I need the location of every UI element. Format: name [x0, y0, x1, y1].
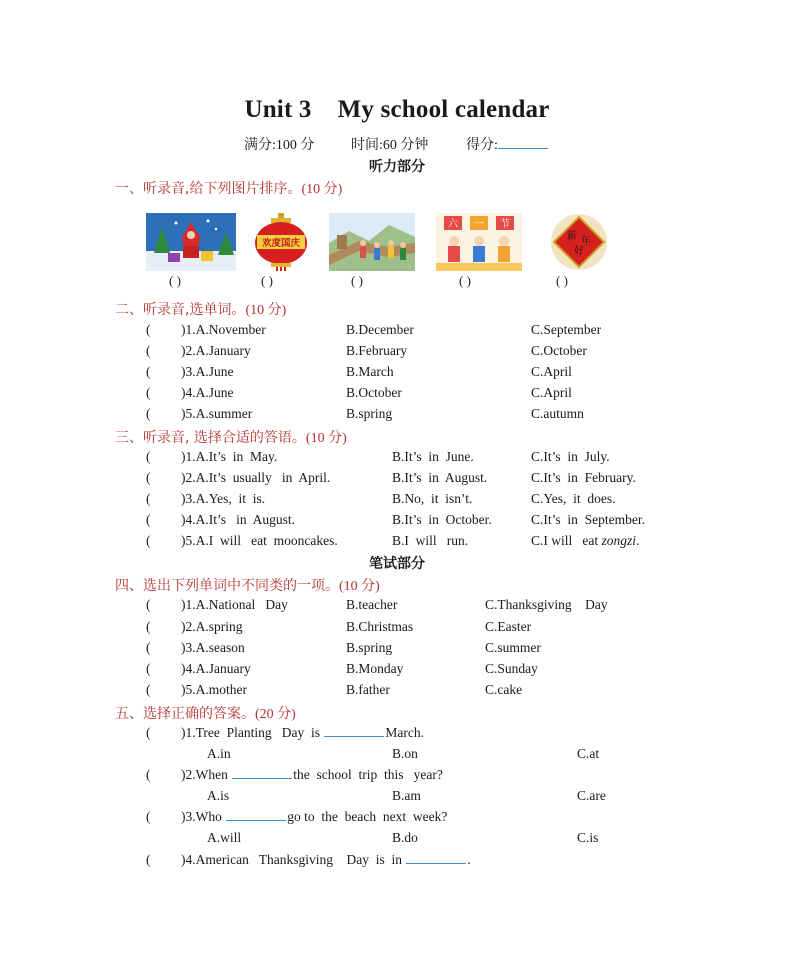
answer-blank[interactable]: ( — [146, 385, 151, 400]
page-title: Unit 3 My school calendar — [244, 96, 550, 123]
answer-blank[interactable]: ( — [146, 406, 151, 421]
answer-blank[interactable]: ( — [146, 661, 151, 676]
picture3-answer-blank[interactable]: ( ) — [351, 273, 363, 288]
writing-part-heading: 笔试部分 — [369, 556, 425, 572]
option-b: B.It’s in June. — [392, 449, 474, 464]
question-number: )1.A.It’s in May. — [181, 449, 278, 464]
option-c: C.October — [531, 343, 587, 358]
score-field[interactable]: 得分: — [466, 134, 548, 154]
option-a: A.in — [207, 746, 231, 761]
option-c: C.It’s in September. — [531, 512, 645, 527]
question-text: )4.American Thanksgiving Day is in . — [181, 852, 471, 867]
option-c: C.are — [577, 788, 606, 803]
great-wall-trip-icon — [329, 213, 415, 271]
question-text: )2.When the school trip this year? — [181, 767, 443, 782]
answer-blank[interactable]: ( — [146, 619, 151, 634]
question-number: )3.A.season — [181, 640, 245, 655]
option-c: C.It’s in February. — [531, 470, 636, 485]
option-b: B.March — [346, 364, 394, 379]
question-number: )3.A.June — [181, 364, 234, 379]
question-number: )4.A.June — [181, 385, 234, 400]
national-day-lantern-icon — [251, 213, 311, 271]
answer-blank[interactable]: ( — [146, 470, 151, 485]
svg-text:欢度国庆: 欢度国庆 — [261, 238, 301, 249]
fill-blank[interactable] — [406, 852, 466, 864]
svg-text:一: 一 — [474, 219, 484, 230]
answer-blank[interactable]: ( — [146, 533, 151, 548]
section4-heading: 四、选出下列单词中不同类的一项。(10 分) — [115, 578, 380, 594]
option-b: B.Monday — [346, 661, 404, 676]
question-number: )4.A.January — [181, 661, 251, 676]
option-b: B.on — [392, 746, 418, 761]
option-b: B.do — [392, 830, 418, 845]
svg-text:六: 六 — [448, 219, 458, 230]
option-b: B.spring — [346, 406, 393, 421]
section5-heading: 五、选择正确的答案。(20 分) — [115, 706, 296, 722]
question-number: )3.A.Yes, it is. — [181, 491, 266, 506]
picture2-answer-blank[interactable]: ( ) — [261, 273, 273, 288]
answer-blank[interactable]: ( — [146, 682, 151, 697]
new-year-fu-icon — [545, 213, 613, 271]
option-c: C.Thanksgiving Day — [485, 597, 608, 612]
question-number: )1.A.November — [181, 322, 266, 337]
answer-blank[interactable]: ( — [146, 809, 151, 824]
answer-blank[interactable]: ( — [146, 491, 151, 506]
question-number: )5.A.summer — [181, 406, 253, 421]
question-text: )3.Who go to the beach next week? — [181, 809, 448, 824]
question-number: )5.A.I will eat mooncakes. — [181, 533, 338, 548]
option-b: B.October — [346, 385, 402, 400]
fill-blank[interactable] — [226, 809, 286, 821]
option-b: B.February — [346, 343, 408, 358]
picture1-answer-blank[interactable]: ( ) — [169, 273, 181, 288]
option-b: B.spring — [346, 640, 393, 655]
option-a: A.will — [207, 830, 242, 845]
time-limit: 时间:60 分钟 — [351, 138, 429, 153]
option-b: B.father — [346, 682, 390, 697]
option-b: B.December — [346, 322, 414, 337]
answer-blank[interactable]: ( — [146, 725, 151, 740]
answer-blank[interactable]: ( — [146, 449, 151, 464]
question-number: )5.A.mother — [181, 682, 247, 697]
option-a: A.is — [207, 788, 230, 803]
section3-heading: 三、听录音, 选择合适的答语。(10 分) — [115, 430, 347, 446]
listening-part-heading: 听力部分 — [369, 159, 425, 175]
question-number: )2.A.It’s usually in April. — [181, 470, 331, 485]
section1-heading: 一、听录音,给下列图片排序。(10 分) — [115, 181, 343, 197]
option-c: C.Sunday — [485, 661, 538, 676]
childrens-day-icon — [436, 213, 522, 271]
answer-blank[interactable]: ( — [146, 512, 151, 527]
question-number: )2.A.spring — [181, 619, 243, 634]
answer-blank[interactable]: ( — [146, 343, 151, 358]
option-b: B.Christmas — [346, 619, 414, 634]
option-b: B.No, it isn’t. — [392, 491, 473, 506]
question-number: )2.A.January — [181, 343, 251, 358]
option-c: C.I will eat zongzi. — [531, 533, 640, 548]
svg-text:年: 年 — [581, 236, 591, 247]
option-b: B.It’s in August. — [392, 470, 488, 485]
option-c: C.autumn — [531, 406, 584, 421]
option-c: C.cake — [485, 682, 523, 697]
svg-text:节: 节 — [500, 219, 510, 230]
answer-blank[interactable]: ( — [146, 852, 151, 867]
christmas-santa-icon — [146, 213, 236, 271]
answer-blank[interactable]: ( — [146, 640, 151, 655]
option-c: C.April — [531, 364, 572, 379]
option-b: B.teacher — [346, 597, 398, 612]
option-c: C.April — [531, 385, 572, 400]
option-c: C.Easter — [485, 619, 532, 634]
option-c: C.at — [577, 746, 600, 761]
question-number: )1.A.National Day — [181, 597, 288, 612]
fill-blank[interactable] — [324, 725, 384, 737]
option-c: C.summer — [485, 640, 541, 655]
answer-blank[interactable]: ( — [146, 597, 151, 612]
option-c: C.Yes, it does. — [531, 491, 616, 506]
svg-text:好: 好 — [574, 246, 584, 257]
answer-blank[interactable]: ( — [146, 364, 151, 379]
answer-blank[interactable]: ( — [146, 767, 151, 782]
option-c: C.September — [531, 322, 602, 337]
section2-heading: 二、听录音,选单词。(10 分) — [115, 302, 287, 318]
option-c: C.is — [577, 830, 599, 845]
option-c: C.It’s in July. — [531, 449, 610, 464]
picture4-answer-blank[interactable]: ( ) — [459, 273, 471, 288]
svg-text:新: 新 — [567, 231, 577, 242]
question-number: )4.A.It’s in August. — [181, 512, 296, 527]
option-b: B.am — [392, 788, 421, 803]
option-b: B.I will run. — [392, 533, 469, 548]
picture5-answer-blank[interactable]: ( ) — [556, 273, 568, 288]
fill-blank[interactable] — [232, 767, 292, 779]
question-text: )1.Tree Planting Day is March. — [181, 725, 424, 740]
full-marks: 满分:100 分 — [244, 138, 315, 153]
answer-blank[interactable]: ( — [146, 322, 151, 337]
option-b: B.It’s in October. — [392, 512, 492, 527]
